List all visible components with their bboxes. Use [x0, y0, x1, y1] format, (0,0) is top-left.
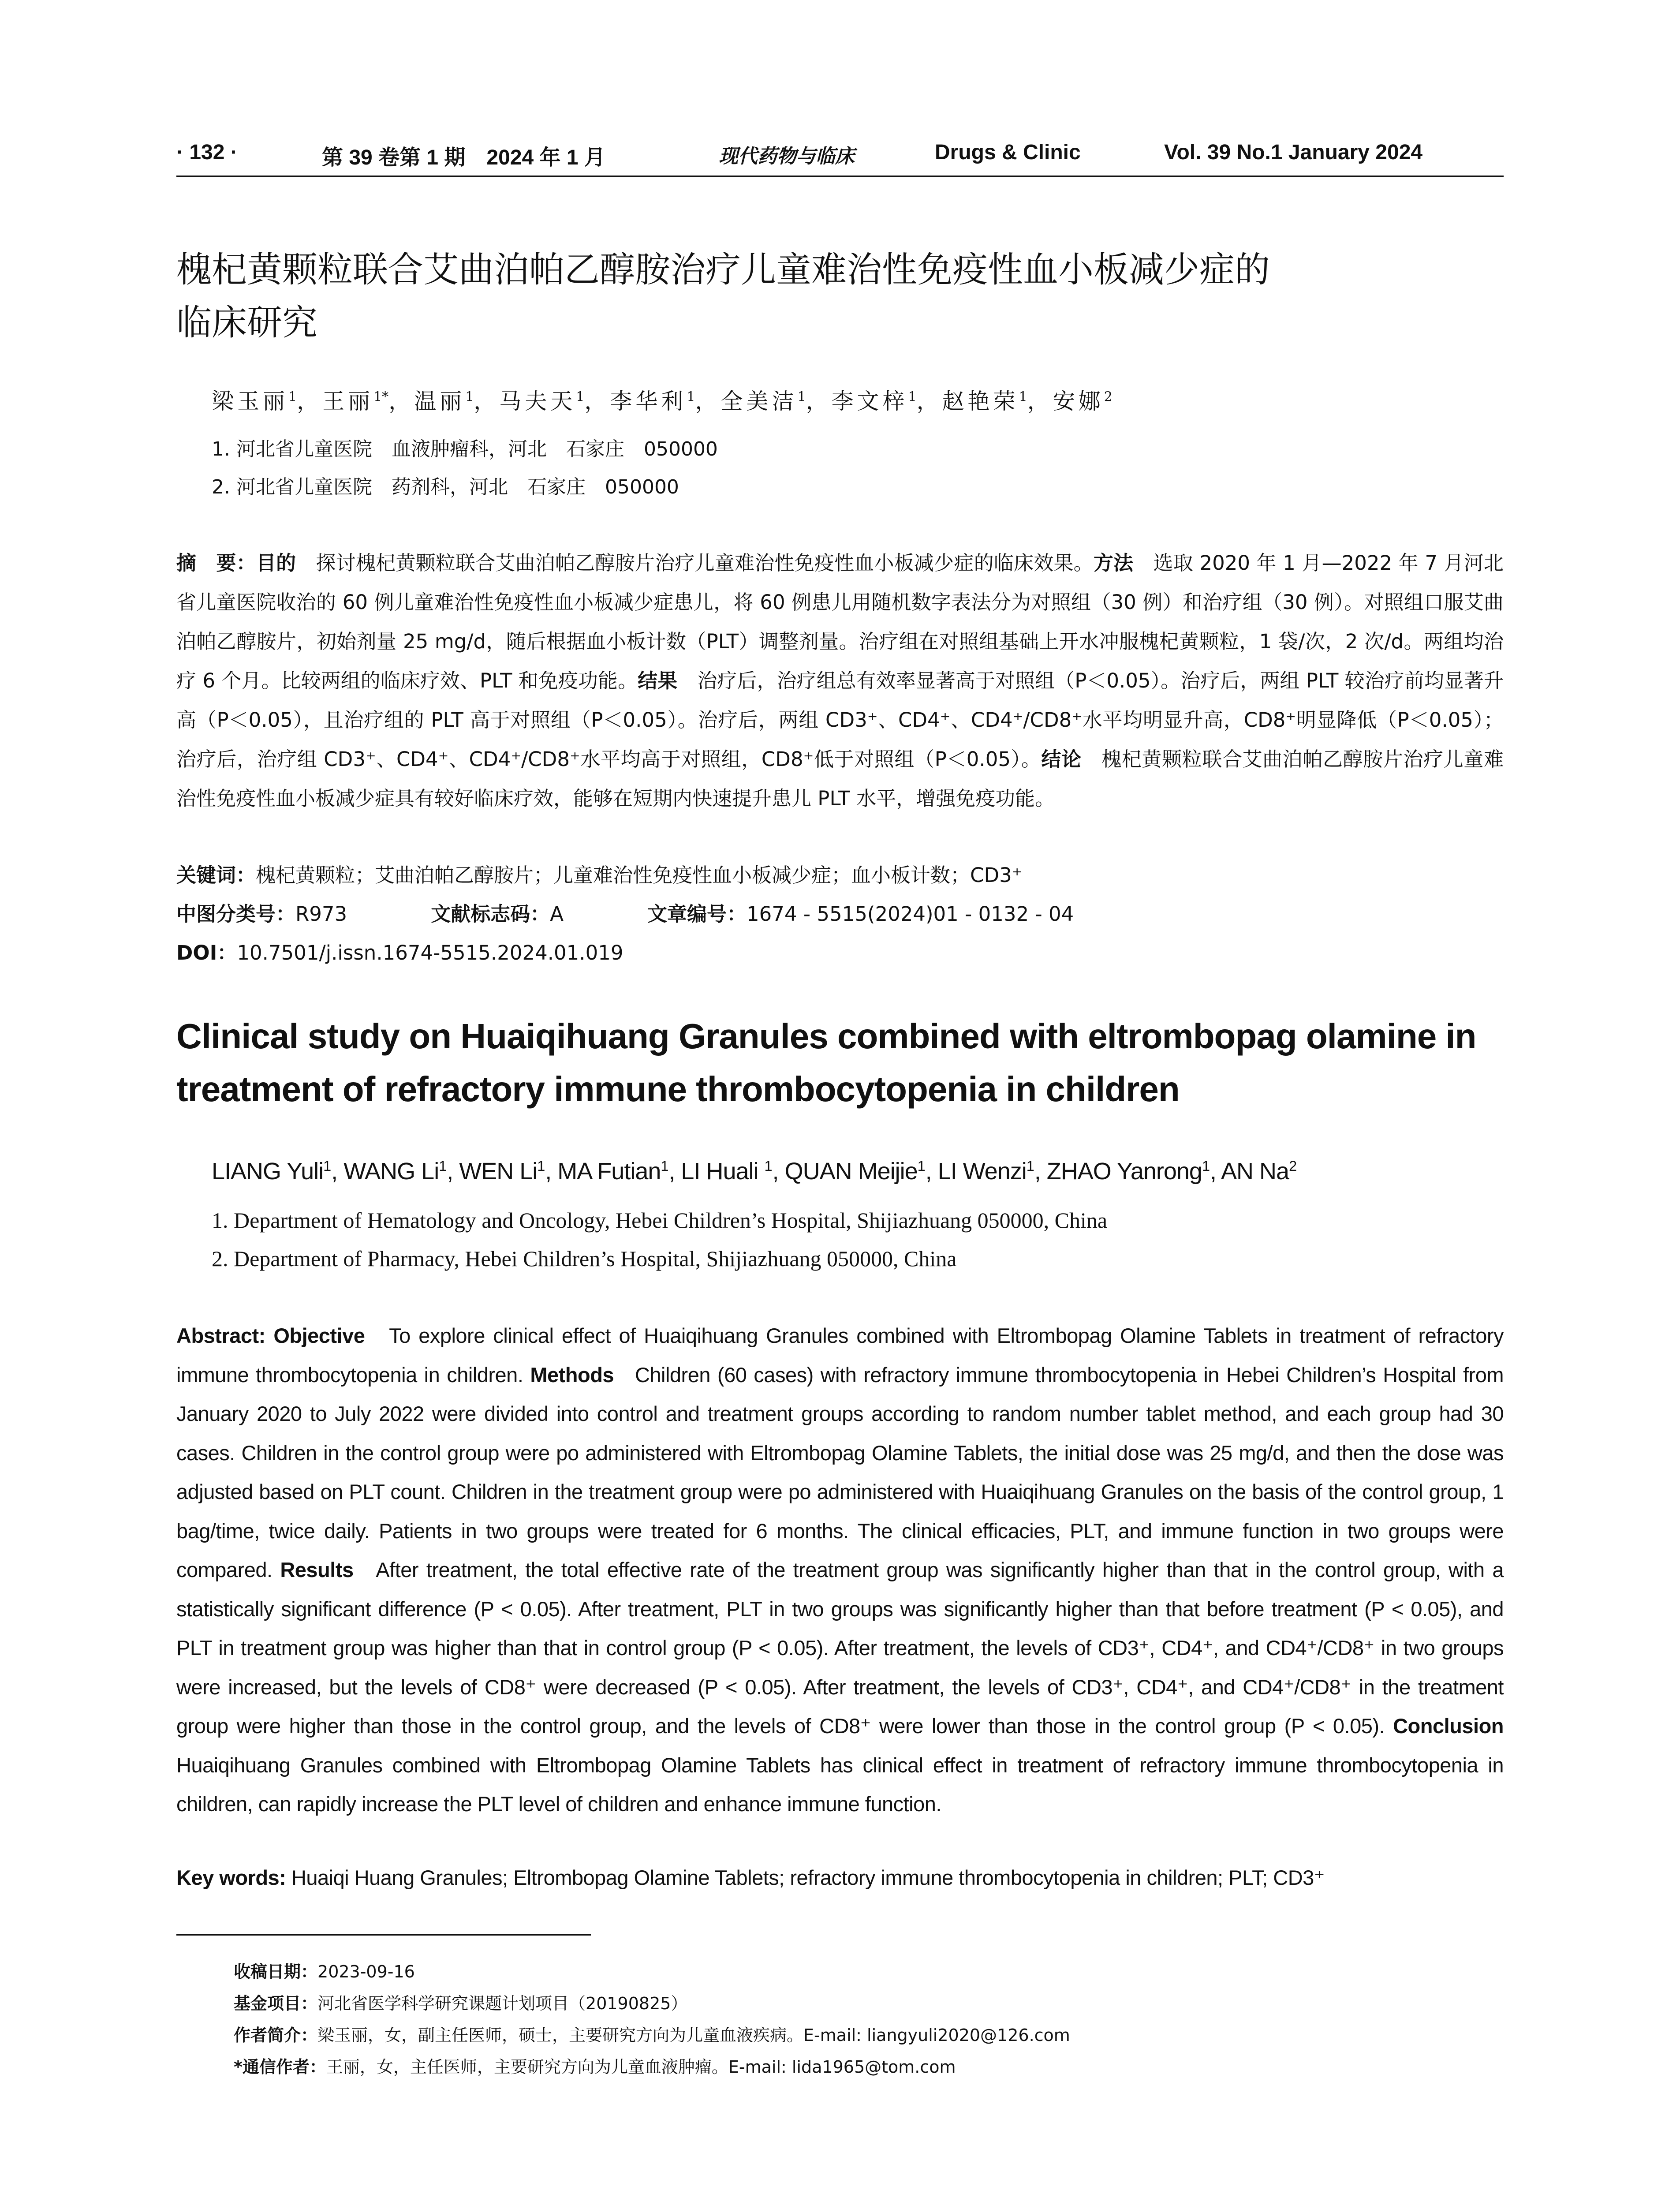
footnote-author: 作者简介：梁玉丽，女，副主任医师，硕士，主要研究方向为儿童血液疾病。E-mail: liangyuli2020@126.com	[234, 2026, 1070, 2045]
methods-en-label: Methods	[530, 1363, 614, 1387]
conclusion-label: 结论	[1041, 747, 1082, 771]
affiliation-en-2: 2. Department of Pharmacy, Hebei Children’s Hospital, Shijiazhuang 050000, China	[212, 1246, 957, 1271]
author-cn: 温丽$^1$，	[414, 389, 500, 414]
conclusion-en-text: Huaiqihuang Granules combined with Eltrombopag Olamine Tablets has clinical effect in treatment of refractory immune thrombocytopenia in children, can rapidly increase the PLT level of children and enhance immune function.	[176, 1753, 1504, 1816]
methods-en-text: Children (60 cases) with refractory immune thrombocytopenia in Hebei Children’s Hospital from January 2020 to July 2022 were divided into control and treatment groups according to random number tablet method, and each group had 30 cases. Children in the control group were po administered with Eltrombopag Olamine Tablets, the initial dose was 25 mg/d, and then the dose was adjusted based on PLT count. Children in the treatment group were po administered with Huaiqihuang Granules on the basis of the control group, 1 bag/time, twice daily. Patients in two groups were treated for 6 months. The clinical efficacies, PLT, and immune function in two groups were compared.	[176, 1363, 1504, 1581]
author-en: MA Futian$^1$,	[557, 1158, 681, 1185]
clc-value: R973	[295, 902, 347, 926]
conclusion-en-label: Conclusion	[1393, 1714, 1504, 1738]
author-en: WANG Li$^1$,	[343, 1158, 459, 1185]
author-cn: 马夫天$^1$，	[499, 389, 610, 414]
footnote-fund: 基金项目：河北省医学科学研究课题计划项目（20190825）	[234, 1994, 688, 2013]
objective-en-text: To explore clinical effect of Huaiqihuang Granules combined with Eltrombopag Olamine Tablets in treatment of refractory immune thrombocytopenia in children.	[176, 1324, 1504, 1387]
author-cn: 李文梓$^1$，	[831, 389, 942, 414]
issue-cn: 第 39 卷第 1 期 2024 年 1 月	[322, 146, 605, 169]
author-en: LIANG Yuli$^1$,	[212, 1158, 344, 1185]
author-cn: 全美洁$^1$，	[721, 389, 832, 414]
classification-line	[176, 898, 1074, 927]
page-number: · 132 ·	[176, 141, 238, 164]
issue-en: Vol. 39 No.1 January 2024	[1164, 141, 1423, 164]
doc-code-value: A	[550, 902, 564, 926]
abstract-en-label: Abstract:	[176, 1324, 265, 1347]
author-cn: 李华利$^1$，	[610, 389, 721, 414]
article-no-value: 1674 - 5515(2024)01 - 0132 - 04	[747, 902, 1074, 926]
keywords-label: 关键词：	[176, 863, 256, 887]
title-en-line1: Clinical study on Huaiqihuang Granules combined with eltrombopag olamine in	[176, 1017, 1476, 1056]
author-en: AN Na$^2$	[1221, 1158, 1297, 1185]
affiliation-cn-2: 2. 河北省儿童医院 药剂科，河北 石家庄 050000	[212, 476, 679, 498]
author-cn: 王丽$^{1*}$，	[322, 389, 414, 414]
abstract-cn	[176, 543, 1504, 818]
abstract-label: 摘 要：	[176, 551, 256, 575]
affiliation-en-1: 1. Department of Hematology and Oncology, Hebei Children’s Hospital, Shijiazhuang 050000, China	[212, 1208, 1108, 1233]
doi-line	[176, 937, 623, 965]
author-cn: 安娜$^2$	[1053, 389, 1113, 414]
doi-label: DOI：	[176, 941, 237, 964]
footnote-received: 收稿日期：2023-09-16	[234, 1962, 415, 1981]
keywords-en-label: Key words:	[176, 1866, 286, 1889]
journal-name-cn: 现代药物与临床	[719, 145, 855, 168]
title-cn-line2: 临床研究	[176, 302, 317, 343]
footnote-rule	[176, 1934, 591, 1936]
author-cn: 梁玉丽$^1$，	[212, 389, 323, 414]
article-no-label: 文章编号：	[647, 902, 747, 926]
article-title-cn	[176, 243, 1499, 349]
author-list-cn	[212, 384, 1113, 415]
author-en: ZHAO Yanrong$^1$,	[1046, 1158, 1221, 1185]
results-label: 结果	[638, 669, 678, 692]
doc-code-label: 文献标志码：	[431, 902, 550, 926]
footnote-corresponding: *通信作者：王丽，女，主任医师，主要研究方向为儿童血液肿瘤。E-mail: lida1965@tom.com	[234, 2057, 956, 2077]
results-en-text: After treatment, the total effective rate of the treatment group was significantly higher than that in the control group, with a statistically significant difference (P < 0.05). After treatment, PLT in two groups was significantly higher than that before treatment (P < 0.05), and PLT in treatment group was higher than that in control group (P < 0.05). After treatment, the levels of CD3⁺, CD4⁺, and CD4⁺/CD8⁺ in two groups were increased, but the levels of CD8⁺ were decreased (P < 0.05). After treatment, the levels of CD3⁺, CD4⁺, and CD4⁺/CD8⁺ in the treatment group were higher than those in the control group, and the levels of CD8⁺ were lower than those in the control group (P < 0.05).	[176, 1558, 1504, 1738]
affiliation-cn-1: 1. 河北省儿童医院 血液肿瘤科，河北 石家庄 050000	[212, 438, 718, 460]
keywords-en	[176, 1865, 1504, 1890]
objective-en-label: Objective	[273, 1324, 365, 1347]
methods-label: 方法	[1093, 551, 1134, 575]
author-list-en	[212, 1158, 1297, 1185]
keywords-cn	[176, 859, 1022, 888]
abstract-en	[176, 1316, 1504, 1824]
header-rule	[176, 176, 1504, 177]
author-en: QUAN Meijie$^1$,	[784, 1158, 938, 1185]
article-title-en	[176, 1010, 1504, 1116]
author-cn: 赵艳荣$^1$，	[942, 389, 1053, 414]
clc-label: 中图分类号：	[176, 902, 296, 926]
author-en: LI Huali $^1$,	[681, 1158, 785, 1185]
methods-text: 选取 2020 年 1 月—2022 年 7 月河北省儿童医院收治的 60 例儿童难治性免疫性血小板减少症患儿，将 60 例患儿用随机数字表法分为对照组（30 例）和治疗组（30 例）。对照组口服艾曲泊帕乙醇胺片，初始剂量 25 mg/d，随后根据血小板计数（PLT）调整剂量。治疗组在对照组基础上开水冲服槐杞黄颗粒，1 袋/次，2 次/d。两组均治疗 6 个月。比较两组的临床疗效、PLT 和免疫功能。	[176, 551, 1504, 692]
results-en-label: Results	[280, 1558, 354, 1581]
article-page	[176, 0, 1504, 2205]
keywords-text: 槐杞黄颗粒；艾曲泊帕乙醇胺片；儿童难治性免疫性血小板减少症；血小板计数；CD3⁺	[256, 863, 1023, 887]
author-en: WEN Li$^1$,	[459, 1158, 558, 1185]
author-en: LI Wenzi$^1$,	[937, 1158, 1047, 1185]
objective-label: 目的	[256, 551, 296, 575]
objective-text: 探讨槐杞黄颗粒联合艾曲泊帕乙醇胺片治疗儿童难治性免疫性血小板减少症的临床效果。	[316, 551, 1094, 575]
results-text: 治疗后，治疗组总有效率显著高于对照组（P＜0.05）。治疗后，两组 PLT 较治疗前均显著升高（P＜0.05），且治疗组的 PLT 高于对照组（P＜0.05）。治疗后，两组 CD3⁺、CD4⁺、CD4⁺/CD8⁺水平均明显升高，CD8⁺明显降低（P＜0.05）；治疗后，治疗组 CD3⁺、CD4⁺、CD4⁺/CD8⁺水平均高于对照组，CD8⁺低于对照组（P＜0.05）。	[176, 669, 1504, 771]
journal-name-en: Drugs & Clinic	[935, 141, 1081, 164]
doi-value[interactable]: 10.7501/j.issn.1674-5515.2024.01.019	[237, 941, 623, 964]
keywords-en-text: Huaiqi Huang Granules; Eltrombopag Olamine Tablets; refractory immune thrombocytopenia in children; PLT; CD3⁺	[291, 1866, 1325, 1889]
conclusion-text: 槐杞黄颗粒联合艾曲泊帕乙醇胺片治疗儿童难治性免疫性血小板减少症具有较好临床疗效，能够在短期内快速提升患儿 PLT 水平，增强免疫功能。	[176, 747, 1504, 810]
title-en-line2: treatment of refractory immune thrombocytopenia in children	[176, 1069, 1180, 1109]
title-cn-line1: 槐杞黄颗粒联合艾曲泊帕乙醇胺治疗儿童难治性免疫性血小板减少症的	[176, 249, 1270, 290]
